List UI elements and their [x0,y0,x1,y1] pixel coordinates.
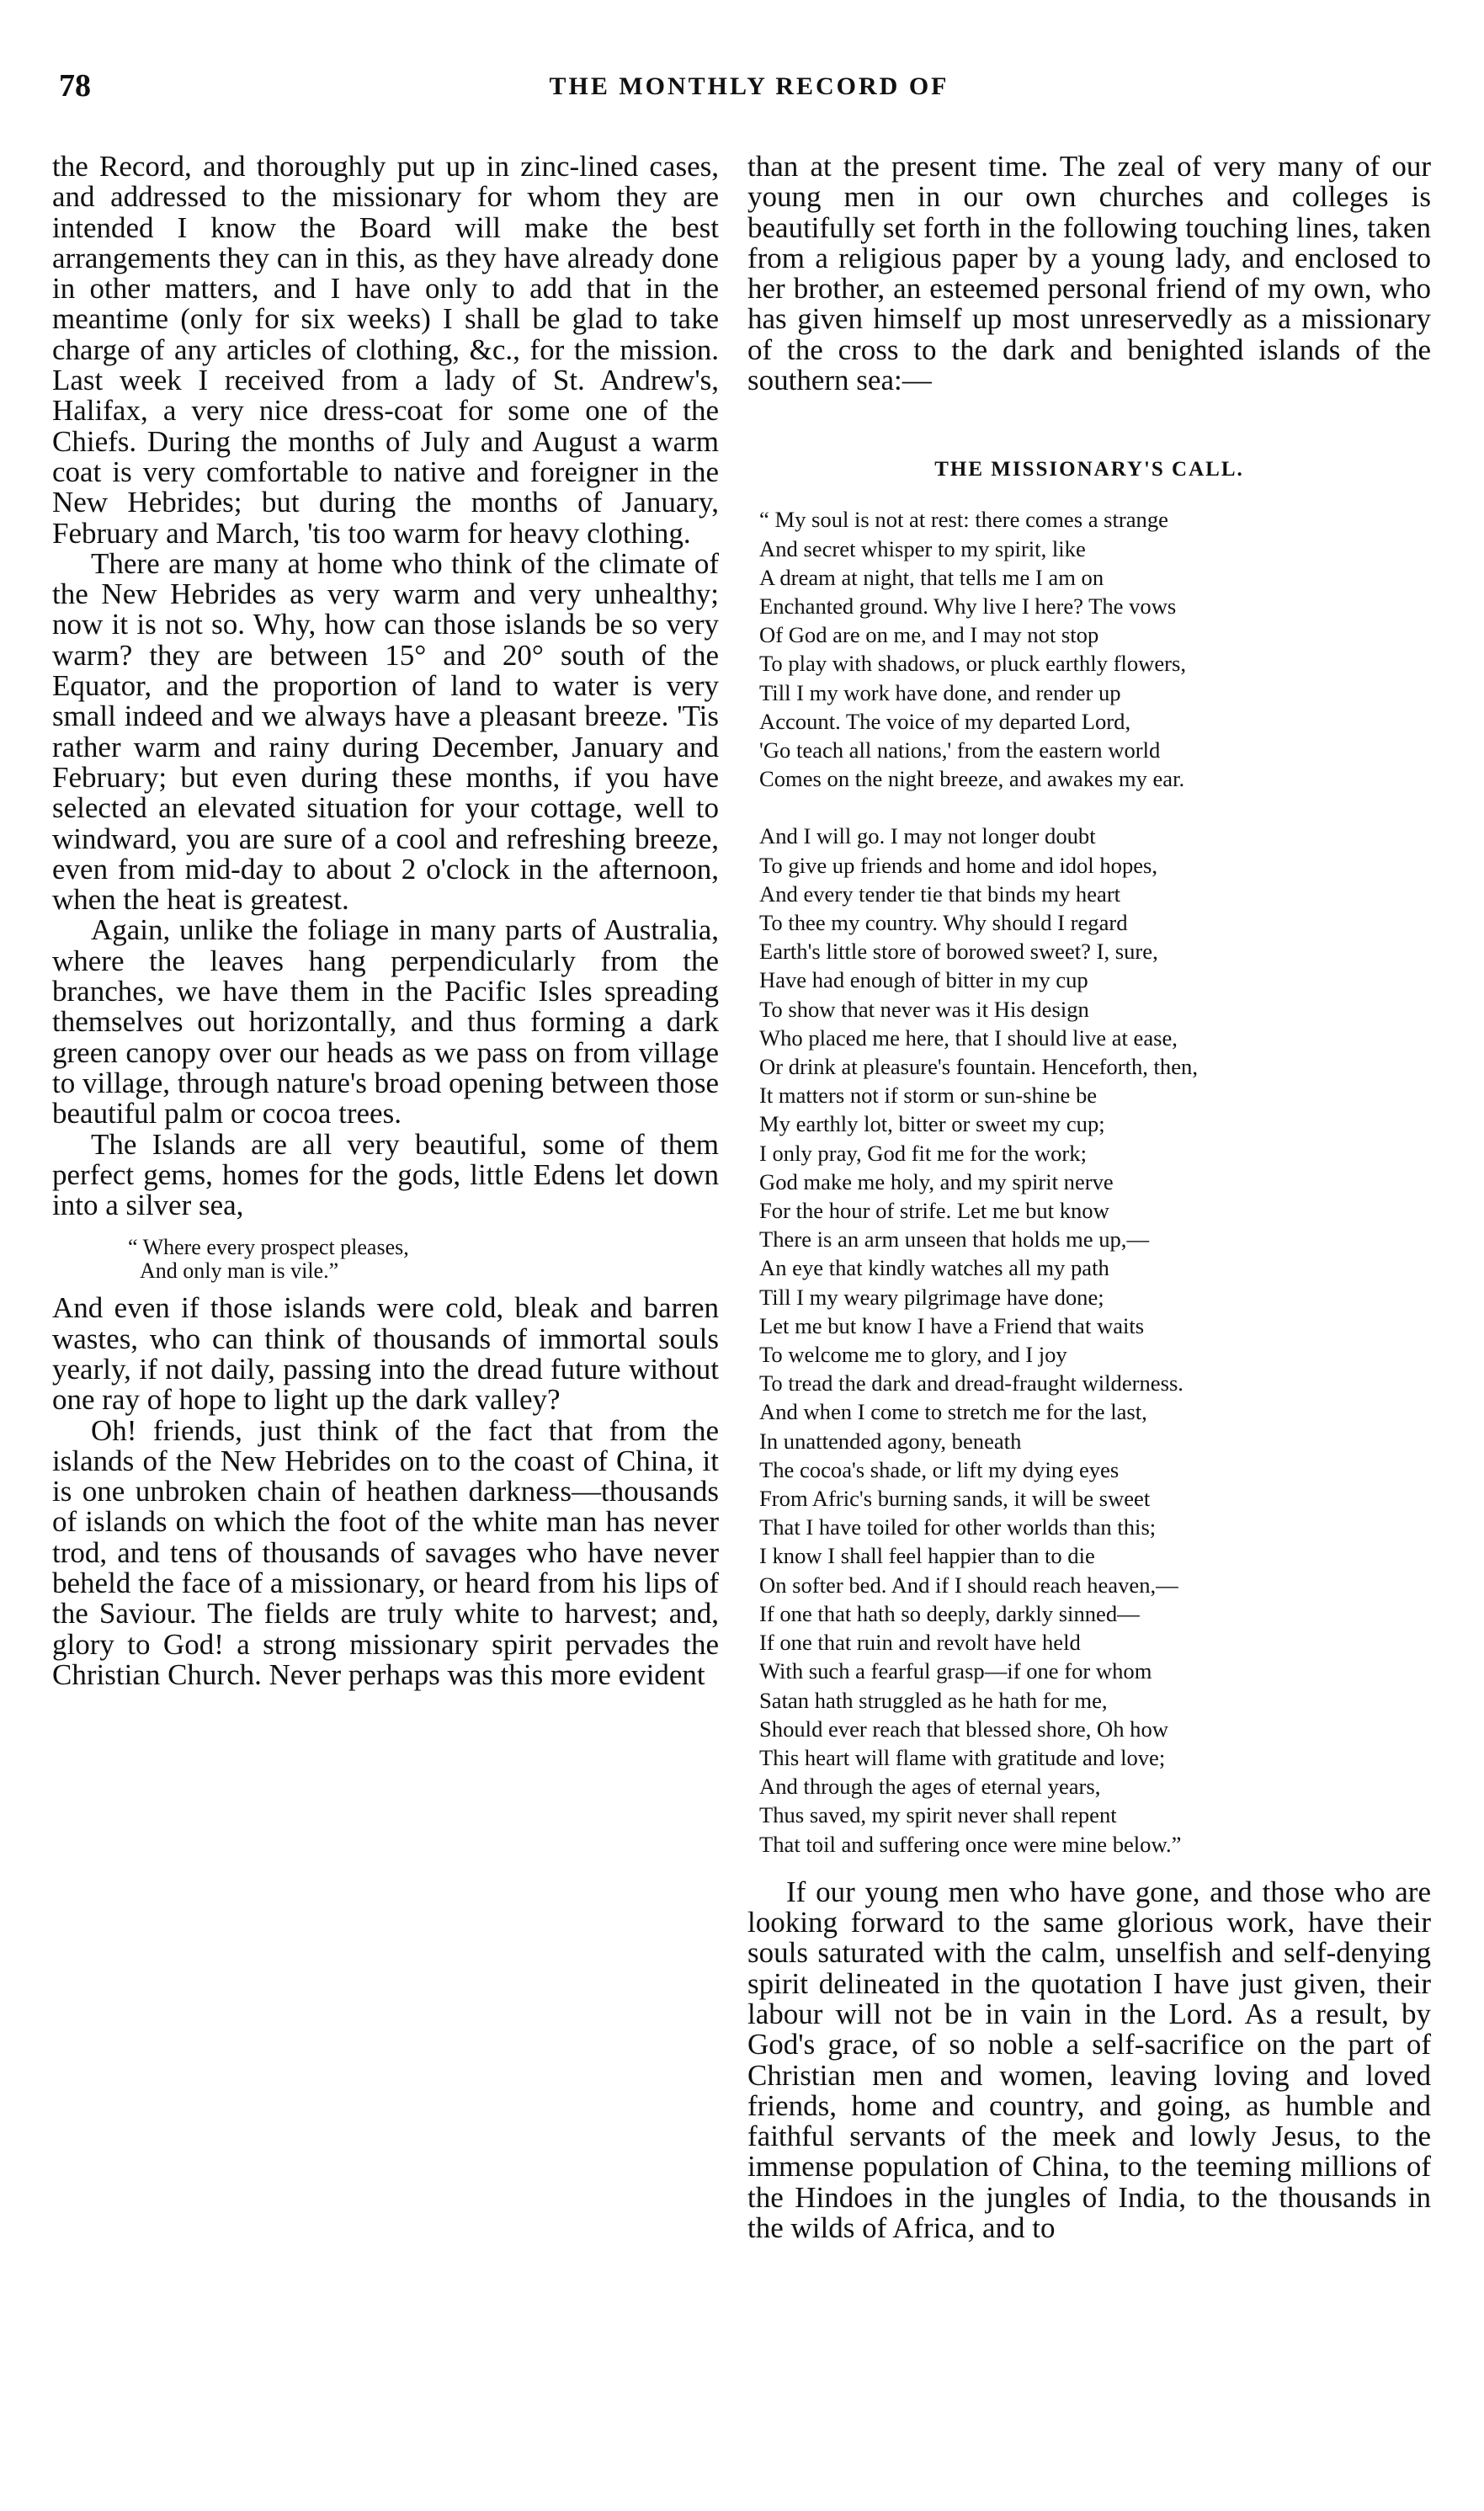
poem-line: My earthly lot, bitter or sweet my cup; [759,1111,1105,1137]
poem-line: “ My soul is not at rest: there comes a strange [759,507,1168,533]
poem-line: And every tender tie that binds my heart [759,880,1121,907]
paragraph: The Islands are all very beautiful, some of them perfect gems, homes for the gods, little Edens let down into a silver sea, [52,1127,719,1222]
paragraph: And even if those islands were cold, bleak and barren wastes, who can think of thousands of immortal souls yearly, if not daily, passing into the dread future without one ray of hope to light up the dark valley? [52,1291,719,1417]
left-column [52,152,719,1690]
poem-line: Let me but know I have a Friend that waits [759,1312,1145,1338]
poem-line: On softer bed. And if I should reach heaven,— [759,1572,1178,1598]
paragraph: the Record, and thoroughly put up in zinc-lined cases, and addressed to the missionary for whom they are intended I know the Board will make the best arrangements they can in this, as they have already done in other matters, and I have only to add that in the meantime (only for six weeks) I shall be glad to take charge of any articles of clothing, &c., for the mission. Last week I received from a lady of St. Andrew's, Halifax, a very nice dress-coat for some one of the Chiefs. During the months of July and August a warm coat is very comfortable to native and foreigner in the New Hebrides; but during the months of January, February and March, 'tis too warm for heavy clothing. [52,150,719,550]
poem-line: Comes on the night breeze, and awakes my ear. [759,766,1185,792]
poem-line: I only pray, God fit me for the work; [759,1140,1087,1166]
poem-line: With such a fearful grasp—if one for whom [759,1658,1152,1684]
poem-line: And secret whisper to my spirit, like [759,535,1086,561]
poem-line: Have had enough of bitter in my cup [759,967,1088,993]
poem-line: And when I come to stretch me for the last, [759,1399,1147,1425]
poem-line: If one that hath so deeply, darkly sinned— [759,1600,1140,1626]
block-quote [52,1236,719,1283]
poem-line: Enchanted ground. Why live I here? The vows [759,593,1177,619]
poem-line: And I will go. I may not longer doubt [759,823,1096,849]
poem-line: I know I shall feel happier than to die [759,1543,1095,1569]
poem-line: Should ever reach that blessed shore, Oh how [759,1716,1168,1742]
poem-line: Or drink at pleasure's fountain. Henceforth, then, [759,1054,1198,1080]
poem-stanza [759,822,1431,1858]
poem-line: For the hour of strife. Let me but know [759,1198,1109,1224]
poem-line: To show that never was it His design [759,996,1089,1022]
poem-line: The cocoa's shade, or lift my dying eyes [759,1456,1120,1482]
poem-line: To give up friends and home and idol hopes, [759,852,1158,878]
poem-line: Earth's little store of borowed sweet? I, sure, [759,939,1158,965]
poem-line: God make me holy, and my spirit nerve [759,1168,1114,1194]
poem-line: Satan hath struggled as he hath for me, [759,1687,1108,1713]
poem-line: To thee my country. Why should I regard [759,910,1128,936]
poem-line: Who placed me here, that I should live at ease, [759,1024,1178,1051]
quote-line: And only man is vile.” [140,1258,339,1284]
poem-line: That I have toiled for other worlds than this; [759,1514,1157,1540]
poem-line: 'Go teach all nations,' from the eastern world [759,737,1161,763]
poem-line: This heart will flame with gratitude and love; [759,1744,1166,1770]
poem-title: THE MISSIONARY'S CALL. [934,458,1244,481]
quote-line: “ Where every prospect pleases, [128,1235,409,1260]
paragraph: Again, unlike the foliage in many parts of Australia, where the leaves hang perpendicularly from the branches, we have them in the Pacific Isles spreading themselves out horizontally, and thus forming a dark green canopy over our heads as we pass on from village to village, through nature's broad opening between those beautiful palm or cocoa trees. [52,913,719,1130]
poem-line: Of God are on me, and I may not stop [759,622,1099,648]
poem-line: To play with shadows, or pluck earthly flowers, [759,651,1187,677]
page-header [59,67,1439,118]
poem-line: Account. The voice of my departed Lord, [759,708,1131,734]
poem-line: Till I my work have done, and render up [759,679,1121,705]
poem-line: There is an arm unseen that holds me up,— [759,1226,1150,1253]
poem-line: To tread the dark and dread-fraught wilderness. [759,1370,1183,1396]
paragraph: than at the present time. The zeal of very many of our young men in our own churches and colleges is beautifully set forth in the following touching lines, taken from a religious paper by a young lady, and enclosed to her brother, an esteemed personal friend of my own, who has given himself up most unreservedly as a missionary of the cross to the dark and benighted islands of the southern sea:— [747,150,1431,397]
poem-line: Till I my weary pilgrimage have done; [759,1284,1104,1310]
paragraph: Oh! friends, just think of the fact that from the islands of the New Hebrides on to the coast of China, it is one unbroken chain of heathen darkness—thousands of islands on which the foot of the white man has never trod, and tens of thousands of savages who have never beheld the face of a missionary, or heard from his lips of the Saviour. The fields are truly white to harvest; and, glory to God! a strong missionary spirit pervades the Christian Church. Never perhaps was this more evident [52,1413,719,1691]
poem-line: In unattended agony, beneath [759,1428,1022,1454]
poem-line: An eye that kindly watches all my path [759,1255,1109,1281]
poem-line: From Afric's burning sands, it will be sweet [759,1486,1151,1512]
paragraph: If our young men who have gone, and those who are looking forward to the same glorious work, have their souls saturated with the calm, unselfish and self-denying spirit delineated in the quotation I have just given, their labour will not be in vain in the Lord. As a result, by God's grace, of so noble a self-sacrifice on the part of Christian men and women, leaving loving and loved friends, home and country, and going, as humble and faithful servants of the meek and lowly Jesus, to the immense population of China, to the teeming millions of the Hindoes in the jungles of India, to the thousands in the wilds of Africa, and to [747,1875,1431,2244]
poem-line: Thus saved, my spirit never shall repent [759,1802,1117,1828]
right-column [747,152,1431,2243]
poem-line: To welcome me to glory, and I joy [759,1342,1067,1368]
poem-line: If one that ruin and revolt have held [759,1630,1081,1656]
poem-stanza [759,505,1431,793]
poem-line: And through the ages of eternal years, [759,1774,1101,1800]
page-number: 78 [59,68,91,104]
running-title: THE MONTHLY RECORD OF [549,72,949,100]
poem-line: A dream at night, that tells me I am on [759,564,1104,590]
paragraph: There are many at home who think of the climate of the New Hebrides as very warm and very unhealthy; now it is not so. Why, how can those islands be so very warm? they are between 15° and 20° south of the Equator, and the proportion of land to water is very small indeed and we always have a pleasant breeze. 'Tis rather warm and rainy during December, January and February; but even during these months, if you have selected an elevated situation for your cottage, well to windward, you are sure of a cool and refreshing breeze, even from mid-day to about 2 o'clock in the afternoon, when the heat is greatest. [52,546,719,917]
poem-line: It matters not if storm or sun-shine be [759,1083,1098,1109]
poem-line: That toil and suffering once were mine below.” [759,1831,1182,1857]
poem [759,505,1431,1858]
